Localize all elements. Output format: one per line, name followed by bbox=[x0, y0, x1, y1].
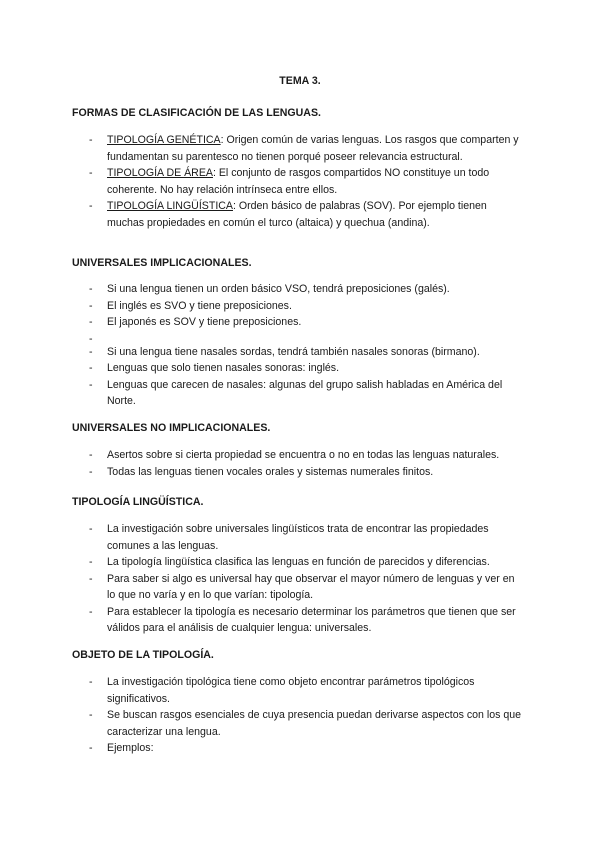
list-tipologia-linguistica bbox=[0, 521, 600, 637]
list-item: - Ejemplos: bbox=[0, 740, 522, 757]
list-item: - La investigación tipológica tiene como objeto encontrar parámetros tipológicos significativos. bbox=[0, 674, 522, 707]
list-item: - El japonés es SOV y tiene preposiciones. bbox=[0, 314, 522, 331]
term-tipologia-genetica: TIPOLOGÍA GENÉTICA bbox=[107, 134, 221, 146]
section-heading-universales-no-implicacionales: UNIVERSALES NO IMPLICACIONALES. bbox=[72, 422, 271, 434]
term-tipologia-de-area: TIPOLOGÍA DE ÁREA bbox=[107, 167, 213, 179]
section-heading-clasificacion: FORMAS DE CLASIFICACIÓN DE LAS LENGUAS. bbox=[72, 107, 321, 119]
list-universales-no-implicacionales bbox=[0, 447, 600, 480]
list-item bbox=[0, 165, 522, 198]
list-objeto-tipologia bbox=[0, 674, 600, 757]
list-item: - Si una lengua tiene nasales sordas, tendrá también nasales sonoras (birmano). bbox=[0, 344, 522, 361]
list-item: - Para saber si algo es universal hay que observar el mayor número de lenguas y ver en lo que no varía y en lo que varían: tipología. bbox=[0, 571, 522, 604]
list-item bbox=[0, 132, 522, 165]
list-item bbox=[0, 198, 522, 231]
list-clasificacion bbox=[0, 132, 600, 231]
item-text: : Orden básico de palabras (SOV). Por ejemplo tienen muchas propiedades en común el turco (altaica) y quechua (andina). bbox=[107, 200, 487, 229]
term-tipologia-linguistica: TIPOLOGÍA LINGÜÍSTICA bbox=[107, 200, 233, 212]
list-item: - Si una lengua tienen un orden básico VSO, tendrá preposiciones (galés). bbox=[0, 281, 522, 298]
page-title: TEMA 3. bbox=[279, 75, 321, 87]
list-item: - La investigación sobre universales lingüísticos trata de encontrar las propiedades comunes a las lenguas. bbox=[0, 521, 522, 554]
list-item: - Lenguas que solo tienen nasales sonoras: inglés. bbox=[0, 360, 522, 377]
list-item: - Todas las lenguas tienen vocales orales y sistemas numerales finitos. bbox=[0, 464, 522, 481]
section-heading-tipologia-linguistica: TIPOLOGÍA LINGÜÍSTICA. bbox=[72, 496, 204, 508]
section-heading-objeto-tipologia: OBJETO DE LA TIPOLOGÍA. bbox=[72, 649, 214, 661]
list-item: - Para establecer la tipología es necesario determinar los parámetros que tienen que ser válidos para el análisis de cualquier lengua: universales. bbox=[0, 604, 522, 637]
list-spacer bbox=[0, 331, 522, 344]
list-item: - La tipología lingüística clasifica las lenguas en función de parecidos y diferencias. bbox=[0, 554, 522, 571]
list-item: - El inglés es SVO y tiene preposiciones. bbox=[0, 298, 522, 315]
item-text: : El conjunto de rasgos compartidos NO constituye un todo coherente. No hay relación intrínseca entre ellos. bbox=[107, 167, 490, 196]
list-universales-implicacionales bbox=[0, 281, 600, 410]
list-item: - Lenguas que carecen de nasales: algunas del grupo salish habladas en América del Norte. bbox=[0, 377, 522, 410]
section-heading-universales-implicacionales: UNIVERSALES IMPLICACIONALES. bbox=[72, 257, 252, 269]
list-item: - Asertos sobre si cierta propiedad se encuentra o no en todas las lenguas naturales. bbox=[0, 447, 522, 464]
list-item: - Se buscan rasgos esenciales de cuya presencia puedan derivarse aspectos con los que caracterizar una lengua. bbox=[0, 707, 522, 740]
item-text: : Origen común de varias lenguas. Los rasgos que comparten y fundamentan su parentesco no tienen porqué poseer relevancia estructural. bbox=[107, 134, 519, 163]
